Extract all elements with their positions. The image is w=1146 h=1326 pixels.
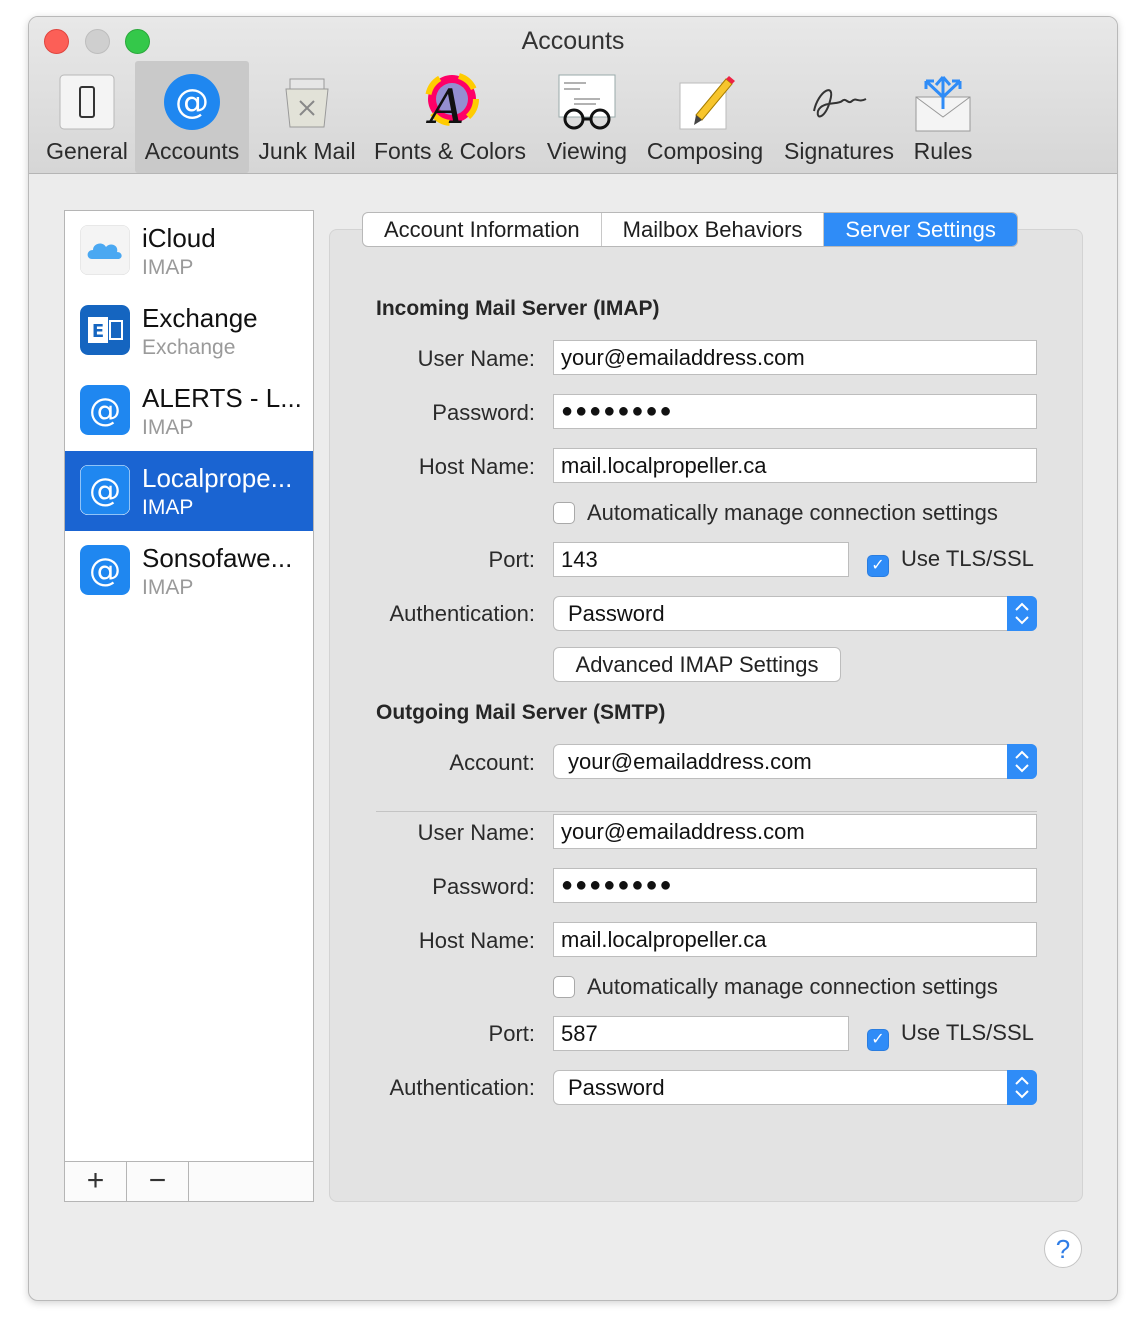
account-type: IMAP <box>142 256 194 279</box>
exchange-icon <box>80 305 130 355</box>
outgoing-port-label: Port: <box>488 1021 535 1046</box>
toolbar-accounts[interactable] <box>135 61 249 173</box>
checkbox-label: Use TLS/SSL <box>901 546 1034 571</box>
updown-chevron-icon <box>1007 596 1037 631</box>
at-icon <box>80 465 130 515</box>
account-name: iCloud <box>142 223 216 253</box>
toolbar <box>29 61 1117 173</box>
incoming-host-field[interactable]: mail.localpropeller.ca <box>553 448 1037 483</box>
incoming-section-title: Incoming Mail Server (IMAP) <box>376 297 660 320</box>
svg-text:@: @ <box>89 551 121 589</box>
account-list-footer <box>65 1161 313 1201</box>
svg-text:@: @ <box>89 471 121 509</box>
checkbox-label: Automatically manage connection settings <box>587 500 998 525</box>
preferences-window <box>28 16 1118 1301</box>
incoming-host-label: Host Name: <box>418 454 535 479</box>
toolbar-label: General <box>46 138 128 164</box>
toolbar-rules[interactable] <box>905 61 981 173</box>
account-type: IMAP <box>142 496 194 519</box>
tab-bar <box>362 212 1018 247</box>
outgoing-password-label: Password: <box>432 874 535 899</box>
updown-chevron-icon <box>1007 1070 1037 1105</box>
outgoing-auth-label: Authentication: <box>389 1075 535 1100</box>
tab-server-settings[interactable]: Server Settings <box>824 213 1016 246</box>
svg-text:@: @ <box>175 82 209 122</box>
envelope-arrows-icon <box>912 71 974 133</box>
account-type: IMAP <box>142 416 194 439</box>
account-name: ALERTS - L... <box>142 383 302 413</box>
popup-value: your@emailaddress.com <box>568 749 812 774</box>
account-item-icloud[interactable] <box>65 211 313 291</box>
account-name: Sonsofawe... <box>142 543 293 573</box>
account-item-localpropeller[interactable] <box>65 451 313 531</box>
toolbar-composing[interactable] <box>643 61 767 173</box>
at-icon <box>80 545 130 595</box>
svg-text:E: E <box>91 321 105 342</box>
cloud-icon <box>80 225 130 275</box>
incoming-password-label: Password: <box>432 400 535 425</box>
remove-account-button[interactable]: − <box>127 1162 189 1201</box>
incoming-port-field[interactable]: 143 <box>553 542 849 577</box>
outgoing-user-label: User Name: <box>417 820 535 845</box>
incoming-auth-label: Authentication: <box>389 601 535 626</box>
svg-text:@: @ <box>89 391 121 429</box>
account-type: IMAP <box>142 576 194 599</box>
account-name: Exchange <box>142 303 258 333</box>
toolbar-label: Composing <box>646 138 764 164</box>
popup-value: Password <box>568 601 665 626</box>
checkmark-icon[interactable]: ✓ <box>867 555 889 577</box>
toolbar-label: Junk Mail <box>258 138 356 164</box>
help-button[interactable]: ? <box>1044 1230 1082 1268</box>
tab-account-information[interactable]: Account Information <box>363 213 602 246</box>
at-icon <box>80 385 130 435</box>
toolbar-label: Viewing <box>546 138 628 164</box>
checkbox-box[interactable] <box>553 976 575 998</box>
incoming-auto-manage-checkbox[interactable] <box>553 500 998 526</box>
toolbar-label: Rules <box>913 138 973 164</box>
account-item-exchange[interactable] <box>65 291 313 371</box>
outgoing-section-title: Outgoing Mail Server (SMTP) <box>376 701 666 724</box>
toolbar-signatures[interactable] <box>777 61 901 173</box>
account-list <box>64 210 314 1202</box>
section-divider <box>376 811 1037 812</box>
toolbar-label: Signatures <box>784 138 894 164</box>
title-bar <box>29 17 1117 174</box>
incoming-tls-checkbox[interactable] <box>867 546 1034 577</box>
account-item-alerts[interactable] <box>65 371 313 451</box>
svg-text:A: A <box>429 79 465 133</box>
trash-icon <box>276 71 338 133</box>
incoming-port-label: Port: <box>488 547 535 572</box>
account-type: Exchange <box>142 336 236 359</box>
outgoing-tls-checkbox[interactable] <box>867 1020 1034 1051</box>
toolbar-label: Accounts <box>144 138 240 164</box>
checkbox-label: Use TLS/SSL <box>901 1020 1034 1045</box>
toolbar-label: Fonts & Colors <box>373 138 527 164</box>
tab-mailbox-behaviors[interactable]: Mailbox Behaviors <box>602 213 825 246</box>
glasses-icon <box>556 71 618 133</box>
checkbox-box[interactable] <box>553 502 575 524</box>
outgoing-host-field[interactable]: mail.localpropeller.ca <box>553 922 1037 957</box>
outgoing-auth-popup[interactable] <box>553 1070 1037 1105</box>
signature-icon <box>808 71 870 133</box>
checkmark-icon[interactable]: ✓ <box>867 1029 889 1051</box>
at-icon <box>161 71 223 133</box>
account-item-sonsofawe[interactable] <box>65 531 313 611</box>
incoming-password-field[interactable]: ●●●●●●●● <box>553 394 1037 429</box>
outgoing-user-field[interactable]: your@emailaddress.com <box>553 814 1037 849</box>
popup-value: Password <box>568 1075 665 1100</box>
outgoing-port-field[interactable]: 587 <box>553 1016 849 1051</box>
outgoing-auto-manage-checkbox[interactable] <box>553 974 998 1000</box>
toolbar-viewing[interactable] <box>541 61 633 173</box>
checkbox-label: Automatically manage connection settings <box>587 974 998 999</box>
switch-icon <box>56 71 118 133</box>
window-title: Accounts <box>521 27 625 55</box>
toolbar-general[interactable] <box>41 61 133 173</box>
font-icon <box>419 71 481 133</box>
account-name: Localprope... <box>142 463 293 493</box>
outgoing-host-label: Host Name: <box>418 928 535 953</box>
add-account-button[interactable]: + <box>65 1162 127 1201</box>
incoming-user-label: User Name: <box>417 346 535 371</box>
advanced-imap-settings-button[interactable]: Advanced IMAP Settings <box>553 647 841 682</box>
updown-chevron-icon <box>1007 744 1037 779</box>
outgoing-account-label: Account: <box>449 750 535 775</box>
outgoing-password-field[interactable]: ●●●●●●●● <box>553 868 1037 903</box>
incoming-user-field[interactable]: your@emailaddress.com <box>553 340 1037 375</box>
toolbar-fonts-colors[interactable] <box>369 61 531 173</box>
toolbar-junk-mail[interactable] <box>255 61 359 173</box>
outgoing-account-popup[interactable] <box>553 744 1037 779</box>
incoming-auth-popup[interactable] <box>553 596 1037 631</box>
pencil-icon <box>674 71 736 133</box>
